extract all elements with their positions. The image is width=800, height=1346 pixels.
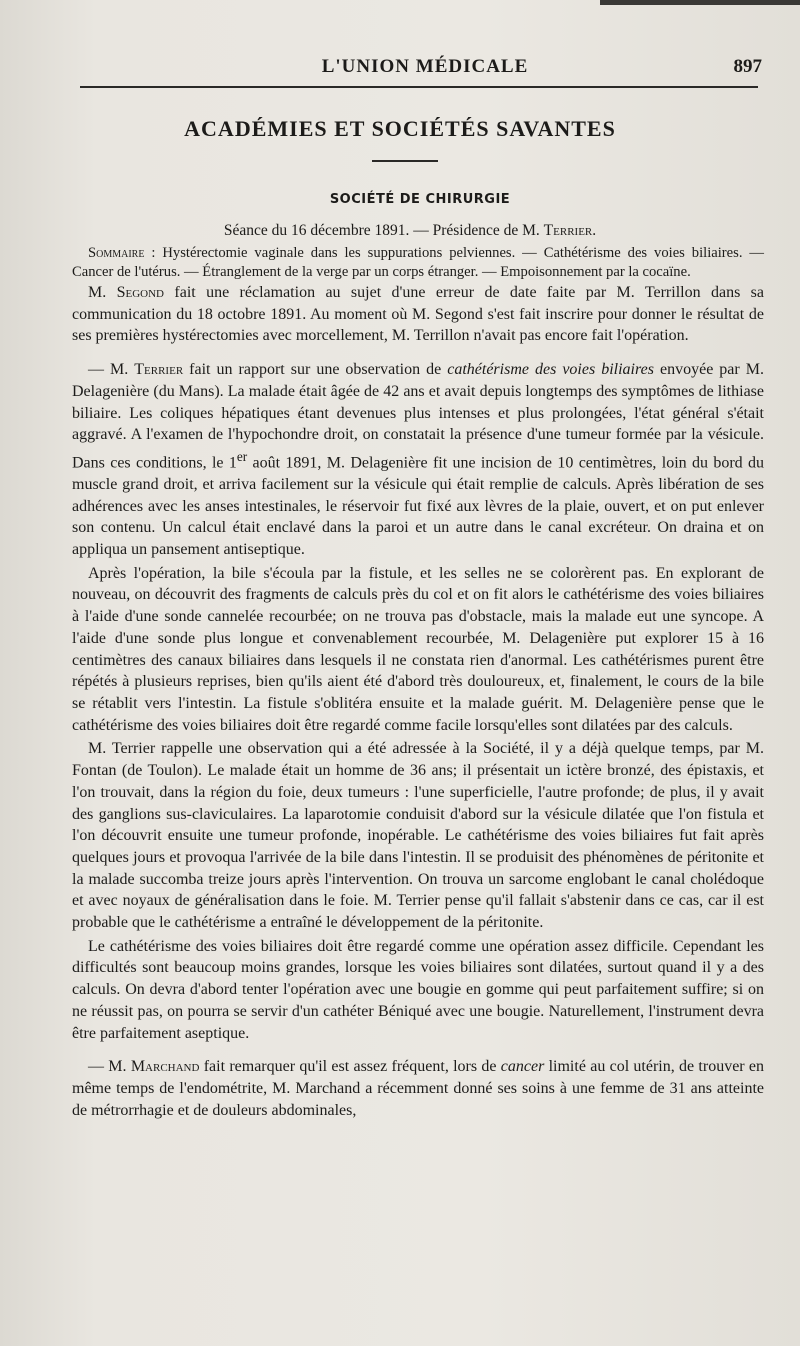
title-rule xyxy=(372,160,438,162)
dash-m-prefix: — M. xyxy=(88,1058,131,1076)
article-body xyxy=(72,244,764,1121)
dash-m-prefix: — M. xyxy=(88,361,135,379)
section-title: ACADÉMIES ET SOCIÉTÉS SAVANTES xyxy=(184,116,616,141)
seance-text: Séance du 16 décembre 1891. — Présidence de M. xyxy=(223,222,544,239)
sommaire xyxy=(72,244,764,282)
paragraph-text-a: fait un rapport sur une observation de xyxy=(183,361,448,379)
paragraph-segond xyxy=(72,282,764,347)
paragraph-marchand xyxy=(72,1056,764,1121)
society-name: SOCIÉTÉ DE CHIRURGIE xyxy=(329,192,511,207)
page-header xyxy=(80,52,770,82)
name-marchand: Marchand xyxy=(130,1058,200,1076)
paragraph-text: fait une réclamation au sujet d'une erreur de date faite par M. Terrillon dans sa communication du 18 octobre 1891. Au moment où M. Segond s'est fait inscrire pour donner le résultat de ses premières hystérectomies avec morcellement, M. Terrillon n'avait pas encore fait l'opération. xyxy=(72,284,765,345)
page-number: 897 xyxy=(733,56,762,77)
italic-topic: cathétérisme des voies biliaires xyxy=(447,361,654,379)
sommaire-label: Sommaire : xyxy=(88,245,156,261)
seance-president: Terrier. xyxy=(543,222,597,239)
paragraph-fontan: M. Terrier rappelle une observation qui a été adressée à la Société, il y a déjà quelque temps, par M. Fontan (de Toulon). Le malade était un homme de 36 ans; il présentait un ictère bronzé, des épistaxis, et l'on trouvait, dans la région du foie, deux tumeurs : l'une superficielle, l'autre profonde; de plus, il y avait des ganglions sus-claviculaires. La laparotomie conduisit d'abord sur la vésicule dilatée que l'on fistula et l'on découvrit ensuite une tumeur profonde, inopérable. Le cathétérisme des voies biliaires fut fait après quelques jours et provoqua l'arrivée de la bile dans l'intestin. Il se produisit des phénomènes de péritonite et la malade succomba treize jours après l'intervention. On trouva un sarcome englobant le canal cholédoque et avec noyaux de généralisation dans le foie. M. Terrier pense qu'il fallait s'abstenir dans ce cas, car il est probable que le cathétérisme a entraîné le développement de la péritonite. xyxy=(72,740,764,932)
paragraph-catheterism: Le cathétérisme des voies biliaires doit être regardé comme une opération assez difficile. Cependant les difficultés sont beaucoup moins grandes, lorsque les voies biliaires sont dilatées, surtout quand il y a des calculs. On devra d'abord tenter l'opération avec une bougie en gomme qui peut parfaitement suffire; si on ne réussit pas, on pourra se servir d'un cathéter Béniqué avec une bougie. Naturellement, l'instrument devra être parfaitement aseptique. xyxy=(72,937,764,1042)
superscript: er xyxy=(236,448,248,464)
m-prefix: M. xyxy=(88,284,117,301)
paragraph-terrier-report xyxy=(72,359,764,561)
name-segond: Segond xyxy=(116,284,165,301)
header-rule xyxy=(80,86,758,88)
italic-cancer: cancer xyxy=(500,1058,545,1076)
sommaire-text: Hystérectomie vaginale dans les suppurations pelviennes. — Cathétérisme des voies biliaires. — Cancer de l'utérus. — Étranglement de la verge par un corps étranger. — Empoisonnement par la cocaïne. xyxy=(72,245,765,280)
paragraph-text-b: limité au col utérin, de trouver en même temps de l'endométrite, M. Marchand a récemment donné ses soins à une femme de 31 ans atteinte de métrorrhagie et de douleurs abdominales, xyxy=(72,1058,765,1119)
scan-edge xyxy=(600,0,800,5)
paragraph-text-c: août 1891, M. Delagenière fit une incision de 10 centimètres, loin du bord du muscle grand droit, et arriva facilement sur la vésicule qui était remplie de calculs. Après libération de ses adhérences avec les anses intestinales, le réservoir fut fixé aux lèvres de la plaie, ouvert, et on put enlever son contenu. Un calcul était enclavé dans la paroi et un autre dans le canal excréteur. On draina et on appliqua un pansement antiseptique. xyxy=(72,454,764,559)
name-terrier: Terrier xyxy=(134,361,184,379)
paragraph-text-b: envoyée par M. Delagenière (du Mans). La malade était âgée de 42 ans et avait depuis longtemps des symptômes de lithiase biliaire. Les coliques hépatiques étant devenues plus intenses et plus prolongées, l'état général s'était aggravé. A l'examen de l'hypochondre droit, on constatait la présence d'une tumeur formée par la vésicule. Dans ces conditions, le 1 xyxy=(72,361,764,472)
seance-line xyxy=(0,222,800,240)
paragraph-text-a: fait remarquer qu'il est assez fréquent, lors de xyxy=(199,1058,501,1076)
running-title: L'UNION MÉDICALE xyxy=(321,56,529,77)
paragraph-operation: Après l'opération, la bile s'écoula par la fistule, et les selles ne se colorèrent pas. En explorant de nouveau, on découvrit des fragments de calculs près du col et on fit alors le cathétérisme des voies biliaires à l'aide d'une sonde cannelée recourbée; on ne trouva pas d'obstacle, mais la malade eut une syncope. A l'aide d'une sonde plus longue et convenablement recourbée, M. Delagenière put explorer 15 à 16 centimètres des canaux biliaires dans lesquels il ne constata rien d'anormal. Les cathétérismes purent être répétés à plusieurs reprises, bien qu'ils aient été d'abord très douloureux, et, finalement, le cours de la bile se rétablit vers l'intestin. La fistule s'oblitéra ensuite et la malade guérit. M. Delagenière pense que le cathétérisme des voies biliaires doit être regardé comme facile lorsqu'elles sont dilatées par des calculs. xyxy=(72,564,764,734)
